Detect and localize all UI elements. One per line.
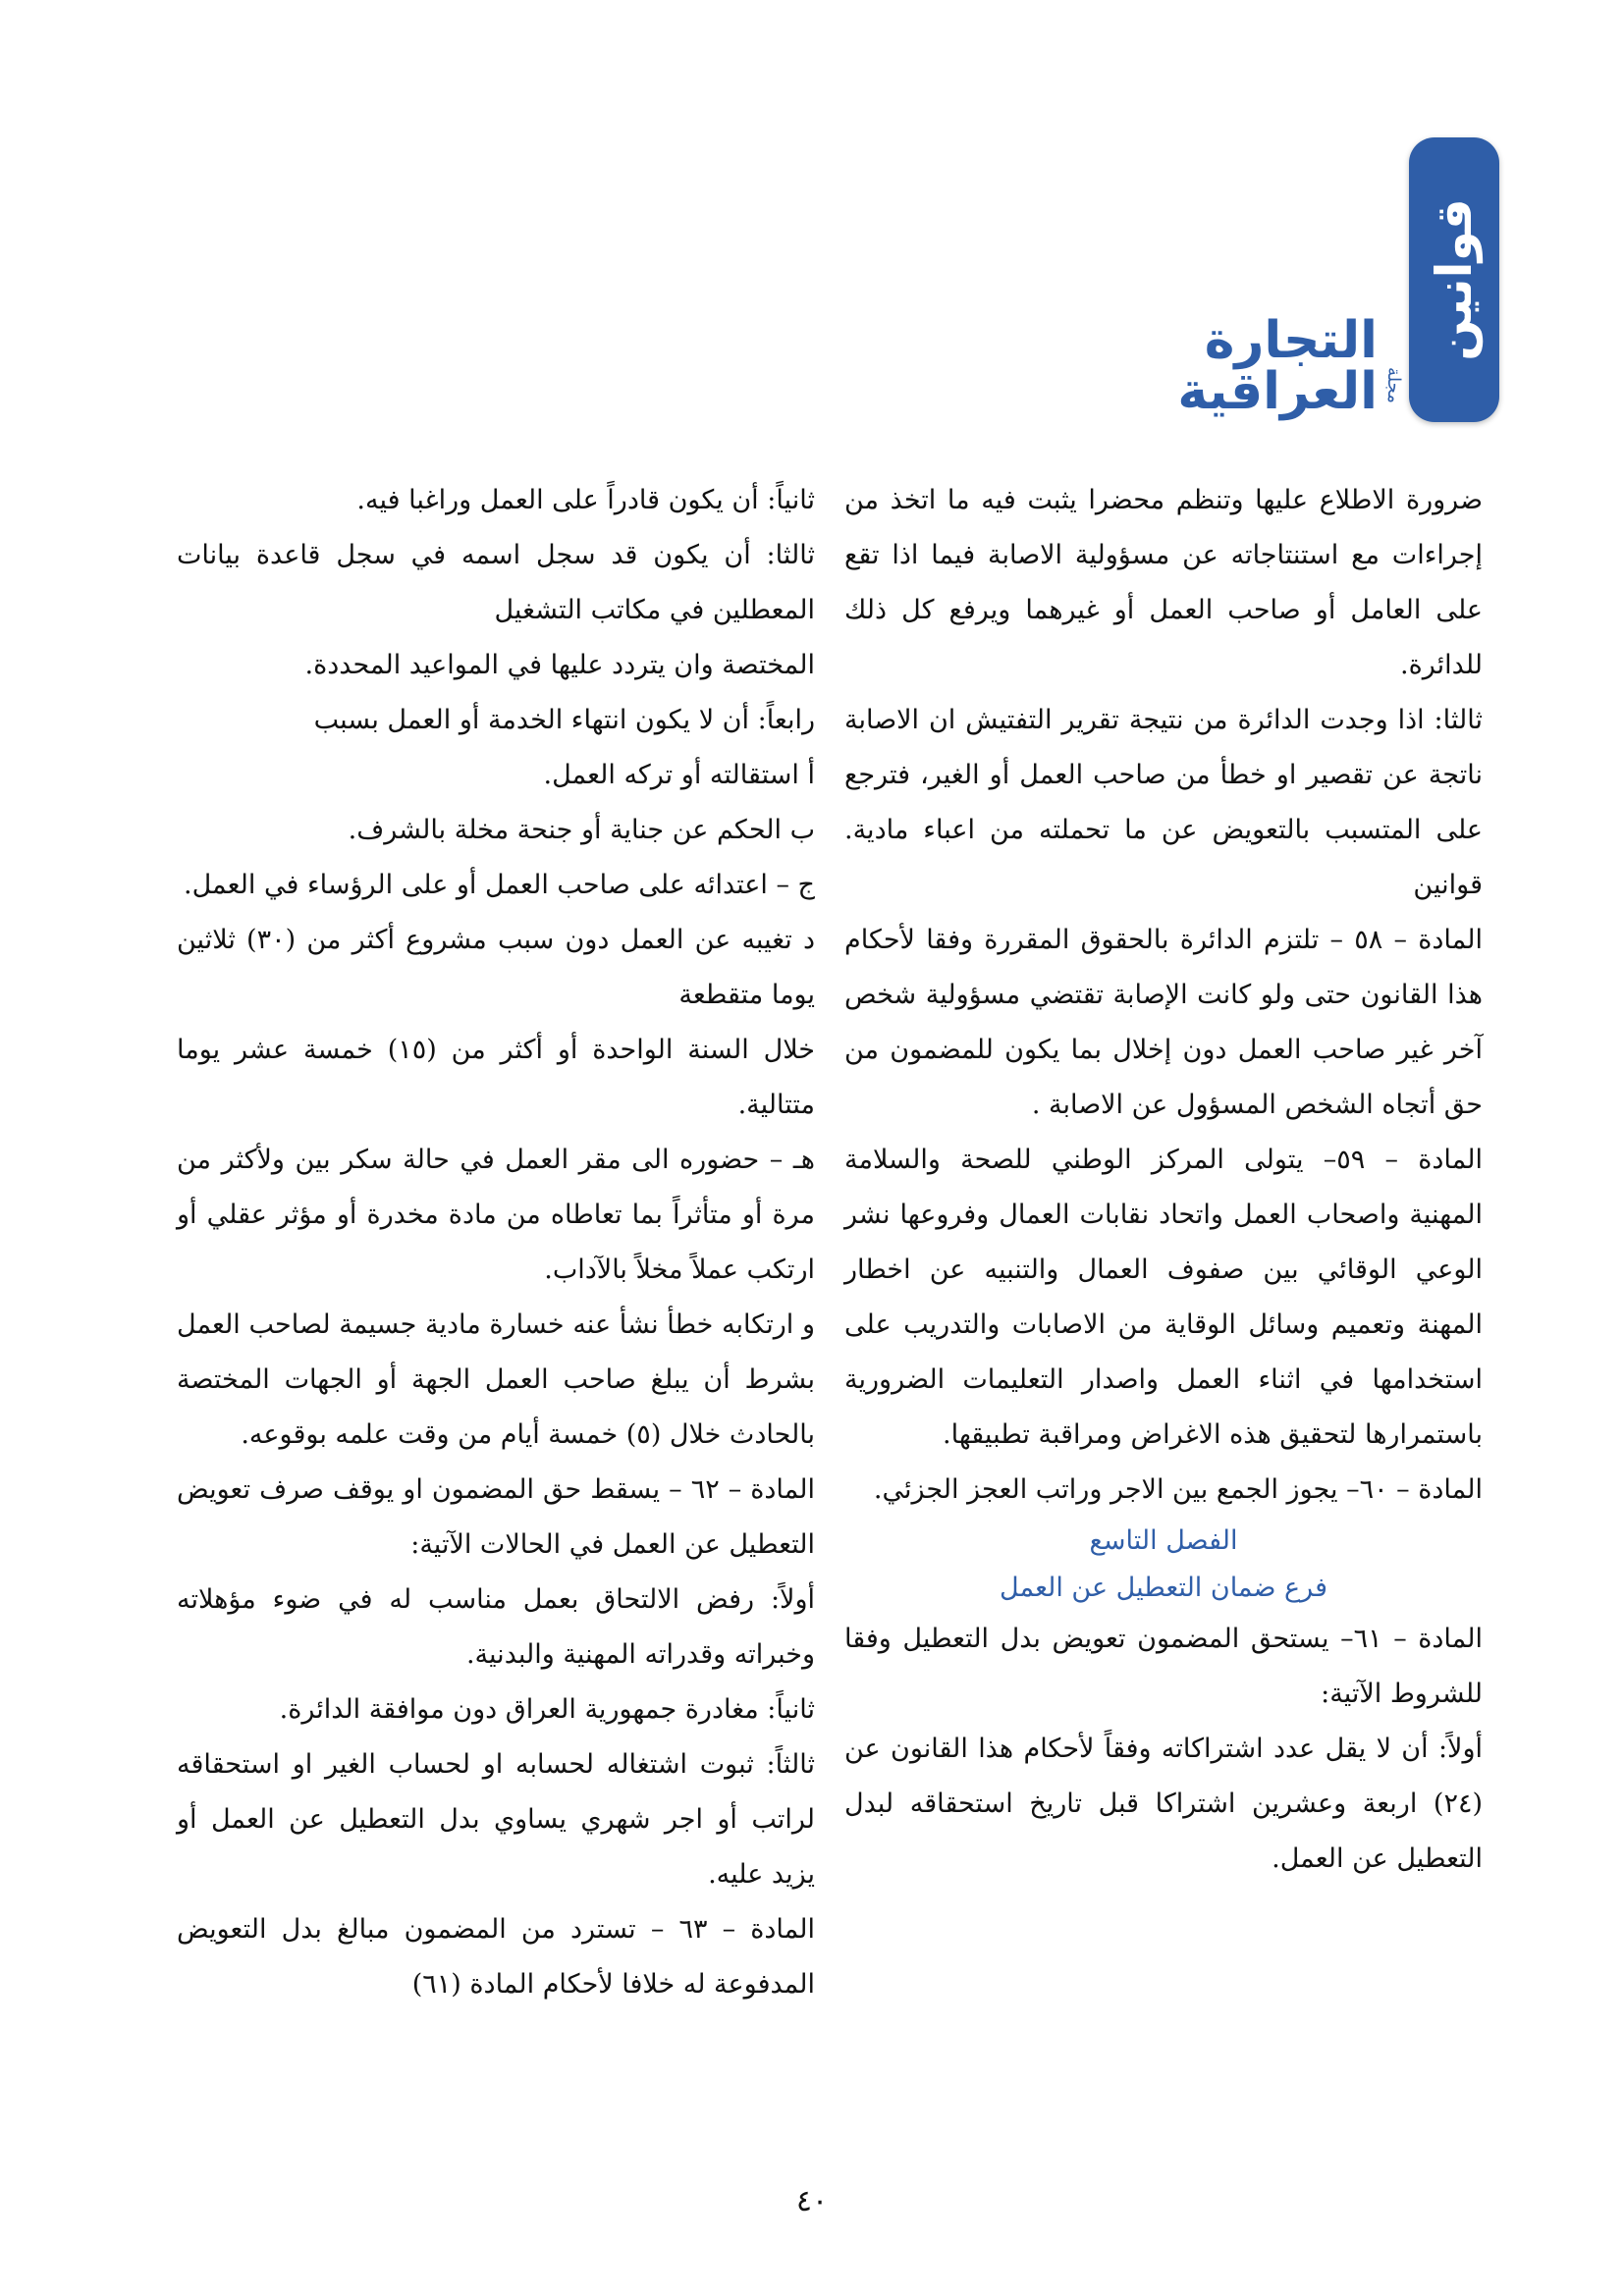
paragraph: المادة – ٦٢ – يسقط حق المضمون او يوقف صرف تعويض التعطيل عن العمل في الحالات الآتية: (177, 1474, 815, 1560)
paragraph: خلال السنة الواحدة أو أكثر من (١٥) خمسة عشر يوما متتالية. (177, 1035, 816, 1120)
section-heading: فرع ضمان التعطيل عن العمل (1000, 1573, 1327, 1603)
chapter-heading: الفصل التاسع (1089, 1525, 1238, 1556)
paragraph: المادة – ٥٩– يتولى المركز الوطني للصحة والسلامة المهنية واصحاب العمل واتحاد نقابات العمال وفروعها نشر الوعي الوقائي بين صفوف العمال والتنبيه عن اخطار المهنة وتعميم وسائل الوقاية من الاصابات والتدريب على استخدامها في اثناء العمل واصدار التعليمات الضرورية باستمرارها لتحقيق هذه الاغراض ومراقبة تطبيقها. (844, 1145, 1483, 1450)
paragraph: المادة – ٦٠– يجوز الجمع بين الاجر وراتب العجز الجزئي. (873, 1474, 1483, 1505)
left-column (177, 473, 815, 2012)
paragraph: ضرورة الاطلاع عليها وتنظم محضرا يثبت فيه ما اتخذ من إجراءات مع استنتاجاته عن مسؤولية الاصابة فيما اذا تقع على العامل أو صاحب العمل أو غيرهما ويرفع كل ذلك للدائرة. (844, 485, 1483, 680)
paragraph: و ارتكابه خطأ نشأ عنه خسارة مادية جسيمة لصاحب العمل بشرط أن يبلغ صاحب العمل الجهة أو الجهات المختصة بالحادث خلال (٥) خمسة أيام من وقت علمه بوقوعه. (177, 1309, 815, 1450)
right-column (844, 473, 1483, 1887)
magazine-logo (1060, 311, 1404, 421)
paragraph: ثالثا: أن يكون قد سجل اسمه في سجل قاعدة بيانات المعطلين في مكاتب التشغيل (177, 540, 815, 625)
paragraph: المادة – ٦١– يستحق المضمون تعويض بدل التعطيل وفقا للشروط الآتية: (844, 1624, 1483, 1709)
paragraph: د تغيبه عن العمل دون سبب مشروع أكثر من (٣٠) ثلاثين يوما متقطعة (177, 925, 815, 1010)
paragraph: المختصة وان يتردد عليها في المواعيد المحددة. (304, 650, 815, 680)
section-tab (1409, 137, 1499, 422)
paragraph: أولاً: رفض الالتحاق بعمل مناسب له في ضوء مؤهلاته وخبراته وقدراته المهنية والبدنية. (177, 1584, 815, 1670)
paragraph: ثالثاً: ثبوت اشتغاله لحسابه او لحساب الغير او استحقاقه لراتب أو اجر شهري يساوي بدل التعطيل عن العمل أو يزيد عليه. (177, 1749, 815, 1890)
paragraph: هـ – حضوره الى مقر العمل في حالة سكر بين ولأكثر من مرة أو متأثراً بما تعاطاه من مادة مخدرة أو مؤثر عقلي أو ارتكب عملاً مخلاً بالآداب. (177, 1145, 815, 1285)
paragraph: المادة – ٦٣ – تسترد من المضمون مبالغ بدل التعويض المدفوعة له خلافا لأحكام المادة (٦١) (177, 1914, 815, 2000)
paragraph: رابعاً: أن لا يكون انتهاء الخدمة أو العمل بسبب (313, 705, 815, 735)
magazine-title: التجارة العراقية (1177, 311, 1378, 421)
paragraph: المادة – ٥٨ – تلتزم الدائرة بالحقوق المقررة وفقا لأحكام هذا القانون حتى ولو كانت الإصابة تقتضي مسؤولية شخص آخر غير صاحب العمل دون إخلال بما يكون للمضمون من حق أتجاه الشخص المسؤول عن الاصابة . (844, 925, 1483, 1120)
paragraph: ج – اعتدائه على صاحب العمل أو على الرؤساء في العمل. (183, 870, 815, 900)
paragraph: ثالثا: اذا وجدت الدائرة من نتيجة تقرير التفتيش ان الاصابة ناتجة عن تقصير او خطأ من صاحب العمل أو الغير، فترجع على المتسبب بالتعويض عن ما تحملته من اعباء مادية. قوانين (844, 705, 1483, 900)
magazine-label: مجلة (1383, 367, 1404, 403)
paragraph: أولاً: أن لا يقل عدد اشتراكاته وفقاً لأحكام هذا القانون عن (٢٤) اربعة وعشرين اشتراكا قبل تاريخ استحقاقه لبدل التعطيل عن العمل. (844, 1734, 1483, 1874)
page-number: ٤٠ (795, 2184, 829, 2218)
paragraph: ب الحكم عن جناية أو جنحة مخلة بالشرف. (348, 815, 815, 845)
paragraph: أ استقالته أو تركه العمل. (543, 760, 815, 790)
paragraph: ثانياً: مغادرة جمهورية العراق دون موافقة الدائرة. (279, 1694, 815, 1725)
paragraph: ثانياً: أن يكون قادراً على العمل وراغبا فيه. (356, 485, 815, 515)
section-tab-label: قوانين (1426, 198, 1483, 361)
